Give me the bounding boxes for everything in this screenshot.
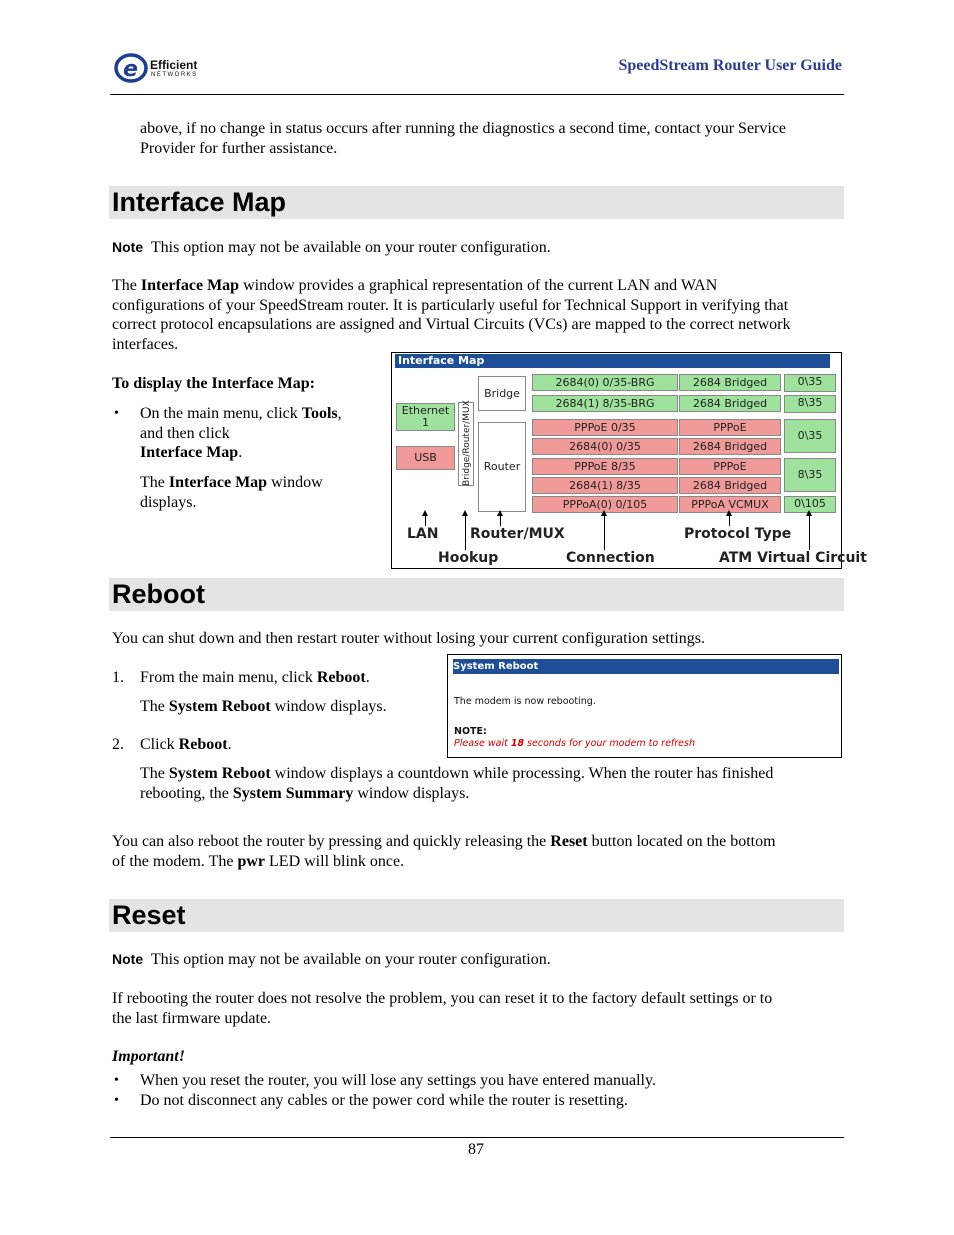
protocol-type: PPPoE <box>713 460 747 473</box>
term: Tools <box>301 405 338 422</box>
term: Interface Map <box>168 474 268 491</box>
protocol-type-label: Protocol Type <box>684 526 792 542</box>
lan-usb-label: USB <box>414 451 437 464</box>
intro-paragraph <box>140 119 786 158</box>
lan-usb <box>396 446 455 470</box>
bullet: • <box>114 406 119 421</box>
intro-line: above, if no change in status occurs after running the diagnostics a second time, contact your Service <box>140 120 787 137</box>
text: The <box>140 765 169 782</box>
logo <box>114 52 214 84</box>
atm-vc-label: ATM Virtual Circuit <box>719 550 867 566</box>
procedure-title <box>112 374 315 394</box>
interface-map-paragraph <box>112 276 847 354</box>
connection-name-cell <box>532 374 678 391</box>
reboot-note-label: NOTE: <box>454 726 487 737</box>
term: Interface Map <box>140 444 239 462</box>
router-label: Router <box>483 460 521 473</box>
procedure-title-text: To display the Interface Map: <box>112 375 315 392</box>
reset-paragraph <box>112 989 772 1028</box>
lan-ethernet <box>396 403 455 431</box>
bridge-router-mux-label: Bridge/Router/MUX <box>462 400 472 486</box>
text: of the modem. The <box>112 852 238 870</box>
arrow-up-icon <box>425 515 426 526</box>
procedure-result <box>140 473 323 512</box>
connection-name: 2684(0) 0/35-BRG <box>555 376 655 389</box>
efficient-networks-logo-icon <box>114 52 150 84</box>
vc-label: 0\35 <box>797 375 823 388</box>
reboot-paragraph <box>112 832 776 871</box>
svg-text:e: e <box>123 57 138 82</box>
guide-title: SpeedStream Router User Guide <box>618 57 842 74</box>
text: Please wait <box>454 738 511 749</box>
text: interfaces. <box>112 335 179 353</box>
protocol-type-cell <box>679 458 781 475</box>
text: button located on the bottom <box>587 833 776 850</box>
protocol-type: 2684 Bridged <box>692 440 768 453</box>
text: Click <box>140 736 179 753</box>
connection-name-cell <box>532 395 678 412</box>
page-number: 87 <box>468 1141 484 1158</box>
arrow-up-icon <box>809 515 810 550</box>
term: Interface Map <box>140 277 240 294</box>
list-item: Do not disconnect any cables or the power cord while the router is resetting. <box>140 1092 628 1109</box>
note-label: Note <box>112 951 144 967</box>
connection-name: PPPoE 0/35 <box>574 421 636 434</box>
term: Reboot <box>178 736 228 753</box>
text: The <box>140 474 169 491</box>
reboot-step-2 <box>140 735 232 755</box>
countdown-value: 18 <box>510 738 525 749</box>
section-heading-reset <box>109 899 844 932</box>
text: . <box>365 669 370 686</box>
text: the last firmware update. <box>112 1009 272 1027</box>
text: seconds for your modem to refresh <box>524 738 695 749</box>
hookup-label: Hookup <box>438 550 499 566</box>
router-mux-label: Router/MUX <box>470 526 565 542</box>
logo-sub-text: NETWORKS <box>151 72 198 78</box>
text: From the main menu, click <box>140 669 317 686</box>
text: window displays. <box>270 698 387 715</box>
router-box <box>478 422 526 512</box>
note-text: This option may not be available on your router configuration. <box>150 951 551 968</box>
vc-label: 8\35 <box>797 468 823 481</box>
protocol-type: 2684 Bridged <box>692 479 768 492</box>
connection-label: Connection <box>566 550 655 566</box>
term: System Summary <box>232 784 354 802</box>
term: Reset <box>550 833 588 850</box>
interface-map-figure <box>391 352 867 569</box>
arrow-up-icon <box>465 515 466 550</box>
protocol-type-cell <box>679 477 781 494</box>
protocol-type-cell <box>679 419 781 436</box>
note <box>112 950 551 970</box>
arrow-up-icon <box>604 515 605 550</box>
connection-name: 2684(1) 8/35 <box>569 479 641 492</box>
text: You can also reboot the router by pressing and quickly releasing the <box>112 833 551 850</box>
connection-name: PPPoE 8/35 <box>574 460 636 473</box>
logo-main-text: Efficient <box>150 58 198 72</box>
protocol-type: 2684 Bridged <box>692 397 768 410</box>
connection-name-cell <box>532 419 678 436</box>
footer-rule <box>110 1137 844 1138</box>
connection-name: 2684(1) 8/35-BRG <box>555 397 655 410</box>
header-rule <box>110 94 844 95</box>
figure-title-bar: System Reboot <box>453 659 839 674</box>
bridge-label: Bridge <box>484 387 520 400</box>
text: The <box>140 698 169 715</box>
note <box>112 238 551 258</box>
arrow-up-icon <box>500 515 501 526</box>
reboot-intro: You can shut down and then restart router without losing your current configuration settings. <box>112 630 705 647</box>
system-reboot-figure <box>447 654 842 758</box>
connection-name: 2684(0) 0/35 <box>569 440 641 453</box>
text: On the main menu, click <box>140 405 302 422</box>
vc-label: 8\35 <box>797 396 823 409</box>
text: window <box>267 474 323 491</box>
text: . <box>227 736 232 753</box>
lan-label: LAN <box>407 526 439 542</box>
term: System Reboot <box>168 765 271 782</box>
text: window displays. <box>353 784 470 802</box>
note-text: This option may not be available on your router configuration. <box>150 239 551 256</box>
term: Reboot <box>316 669 366 686</box>
section-title: Reset <box>112 900 186 930</box>
connection-name-cell <box>532 458 678 475</box>
section-title: Reboot <box>112 579 205 609</box>
protocol-type-cell <box>679 395 781 412</box>
reboot-step-1 <box>140 668 370 688</box>
vc-cell <box>784 419 836 453</box>
reboot-step-2-result <box>140 764 773 803</box>
vc-cell <box>784 395 836 413</box>
reboot-message: The modem is now rebooting. <box>454 696 596 707</box>
reboot-note-text <box>454 738 695 749</box>
text: . <box>238 444 243 462</box>
text: displays. <box>140 493 197 511</box>
text: correct protocol encapsulations are assigned and Virtual Circuits (VCs) are mapped to the correct network <box>112 316 791 334</box>
lan-ethernet-label: Ethernet 1 <box>401 404 450 429</box>
section-heading-reboot <box>109 578 844 611</box>
connection-name-cell <box>532 438 678 455</box>
protocol-type: PPPoE <box>713 421 747 434</box>
term: pwr <box>237 852 266 870</box>
important-text: Important! <box>112 1048 185 1065</box>
protocol-type: 2684 Bridged <box>692 376 768 389</box>
text: , <box>337 405 342 422</box>
vc-label: 0\35 <box>797 429 823 442</box>
vc-cell <box>784 458 836 492</box>
arrow-up-icon <box>729 515 730 526</box>
vc-label: 0\105 <box>794 497 826 510</box>
text: If rebooting the router does not resolve the problem, you can reset it to the factory default settings or to <box>112 990 773 1007</box>
protocol-type-cell <box>679 438 781 455</box>
text: configurations of your SpeedStream router. It is particularly useful for Technical Support in verifying that <box>112 296 789 314</box>
text: and then click <box>140 424 230 442</box>
text: LED will blink once. <box>265 852 405 870</box>
connection-name-cell <box>532 477 678 494</box>
list-item: When you reset the router, you will lose any settings you have entered manually. <box>140 1072 656 1089</box>
intro-line: Provider for further assistance. <box>140 139 338 157</box>
term: System Reboot <box>168 698 271 715</box>
vc-cell <box>784 374 836 392</box>
connection-name: PPPoA(0) 0/105 <box>562 498 648 511</box>
text: window displays a countdown while processing. When the router has finished <box>270 765 774 782</box>
step-number: 2. <box>112 736 124 753</box>
protocol-type-cell <box>679 374 781 391</box>
note-label: Note <box>112 239 144 255</box>
bridge-router-mux <box>458 402 474 486</box>
bullet: • <box>114 1073 119 1088</box>
text: The <box>112 277 141 294</box>
important-label <box>112 1047 185 1067</box>
section-heading-interface-map <box>109 186 844 219</box>
step-number: 1. <box>112 669 124 686</box>
section-title: Interface Map <box>112 187 287 217</box>
figure-title-bar: Interface Map <box>395 354 830 368</box>
bridge-box <box>478 376 526 411</box>
reboot-step-1-result <box>140 697 387 717</box>
bullet: • <box>114 1093 119 1108</box>
text: rebooting, the <box>140 784 233 802</box>
text: window provides a graphical representation of the current LAN and WAN <box>239 277 718 294</box>
protocol-type: PPPoA VCMUX <box>691 498 769 511</box>
procedure-step <box>140 404 342 463</box>
